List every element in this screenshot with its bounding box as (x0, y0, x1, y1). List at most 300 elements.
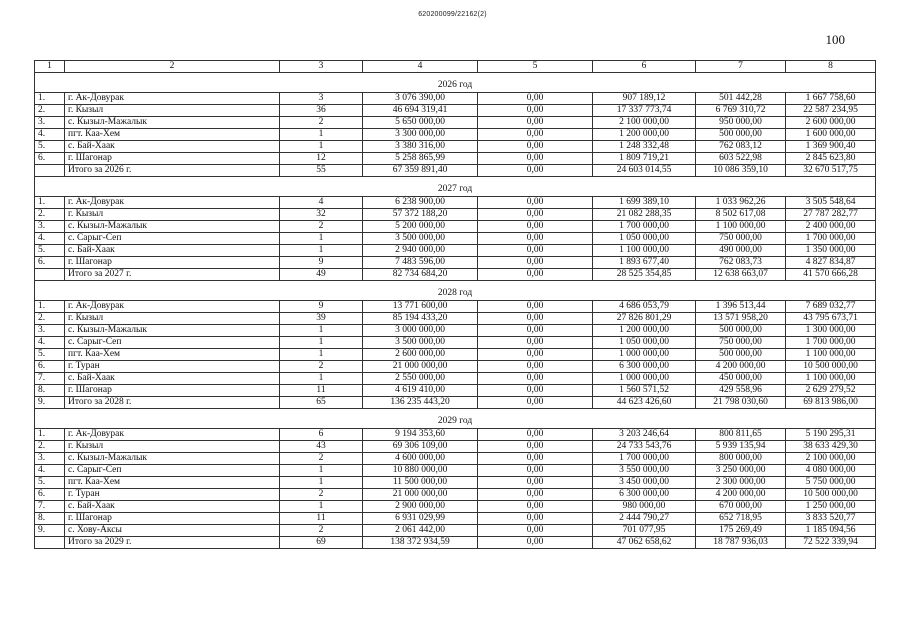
table-cell: г. Туран (65, 489, 280, 501)
table-cell: 72 522 339,94 (786, 537, 876, 549)
table-cell: 10 086 359,10 (696, 165, 786, 177)
table-cell: г. Кызыл (65, 209, 280, 221)
table-cell: 8. (35, 385, 65, 397)
table-cell: 85 194 433,20 (363, 313, 478, 325)
table-cell: 1 200 000,00 (593, 129, 696, 141)
total-row (35, 165, 876, 177)
table-cell: 4 600 000,00 (363, 453, 478, 465)
table-cell: 6 931 029,99 (363, 513, 478, 525)
table-cell: 7. (35, 501, 65, 513)
table-cell: 7 689 032,77 (786, 301, 876, 313)
table-cell: 17 337 773,74 (593, 105, 696, 117)
table-cell: 1 (280, 477, 363, 489)
year-section-header (35, 409, 876, 429)
table-cell: г. Шагонар (65, 153, 280, 165)
table-cell: с. Сарыг-Сеп (65, 233, 280, 245)
table-cell: 5. (35, 141, 65, 153)
table-cell: 9 (280, 301, 363, 313)
table-cell: 750 000,00 (696, 233, 786, 245)
table-cell: 1 (280, 373, 363, 385)
year-label: 2026 год (35, 73, 876, 93)
table-cell: 5 750 000,00 (786, 477, 876, 489)
table-cell: 5. (35, 245, 65, 257)
table-cell: 3 505 548,64 (786, 197, 876, 209)
table-cell: 1 893 677,40 (593, 257, 696, 269)
table-cell: 9. (35, 525, 65, 537)
year-section-header (35, 281, 876, 301)
table-cell: 1 (280, 141, 363, 153)
table-cell: 907 189,12 (593, 93, 696, 105)
table-row (35, 429, 876, 441)
table-cell: 0,00 (478, 325, 593, 337)
table-cell: 11 500 000,00 (363, 477, 478, 489)
table-cell: г. Ак-Довурак (65, 429, 280, 441)
table-cell: 28 525 354,85 (593, 269, 696, 281)
table-cell: 1 699 389,10 (593, 197, 696, 209)
table-cell: 2 940 000,00 (363, 245, 478, 257)
table-cell: 0,00 (478, 525, 593, 537)
table-cell: 1 100 000,00 (786, 349, 876, 361)
table-row (35, 453, 876, 465)
table-cell: 9 (280, 257, 363, 269)
table-cell: г. Ак-Довурак (65, 93, 280, 105)
table-cell: 0,00 (478, 153, 593, 165)
table-row (35, 441, 876, 453)
table-row (35, 373, 876, 385)
table-row (35, 337, 876, 349)
table-cell: 1 248 332,48 (593, 141, 696, 153)
table-cell: 1. (35, 301, 65, 313)
total-row (35, 269, 876, 281)
table-cell: 7 483 596,00 (363, 257, 478, 269)
table-cell: 82 734 684,20 (363, 269, 478, 281)
table-cell: 2 (280, 117, 363, 129)
table-cell: 0,00 (478, 465, 593, 477)
table-cell: 138 372 934,59 (363, 537, 478, 549)
table-cell: 8 502 617,08 (696, 209, 786, 221)
table-cell: 800 811,65 (696, 429, 786, 441)
table-cell: с. Кызыл-Мажалык (65, 325, 280, 337)
table-cell: г. Шагонар (65, 513, 280, 525)
table-row (35, 525, 876, 537)
table-cell: 0,00 (478, 93, 593, 105)
table-cell: 21 082 288,35 (593, 209, 696, 221)
table-cell: 22 587 234,95 (786, 105, 876, 117)
table-row (35, 233, 876, 245)
table-cell: 1 185 094,56 (786, 525, 876, 537)
table-row (35, 465, 876, 477)
table-cell: 490 000,00 (696, 245, 786, 257)
table-cell: 6 300 000,00 (593, 489, 696, 501)
table-cell: 0,00 (478, 245, 593, 257)
table-row (35, 221, 876, 233)
table-cell: 0,00 (478, 385, 593, 397)
table-cell: 4. (35, 129, 65, 141)
table-cell: 43 795 673,71 (786, 313, 876, 325)
table-cell: г. Кызыл (65, 105, 280, 117)
table-cell: 4. (35, 337, 65, 349)
table-cell: 10 500 000,00 (786, 489, 876, 501)
year-label: 2027 год (35, 177, 876, 197)
table-cell: 1. (35, 429, 65, 441)
table-cell: 43 (280, 441, 363, 453)
column-header-row (35, 61, 876, 73)
table-cell: 6 238 900,00 (363, 197, 478, 209)
table-cell: 69 813 986,00 (786, 397, 876, 409)
year-section-header (35, 177, 876, 197)
column-header: 1 (35, 61, 65, 73)
table-cell: 500 000,00 (696, 129, 786, 141)
table-cell: 3 (280, 93, 363, 105)
table-cell: 36 (280, 105, 363, 117)
table-cell: 5. (35, 349, 65, 361)
year-section-header (35, 73, 876, 93)
table-cell: 0,00 (478, 441, 593, 453)
document-id: 620200099/22162(2) (418, 11, 487, 18)
table-cell: 4 619 410,00 (363, 385, 478, 397)
table-cell: 38 633 429,30 (786, 441, 876, 453)
table-cell: 1 (280, 129, 363, 141)
table-cell: 1 033 962,26 (696, 197, 786, 209)
table-cell: 0,00 (478, 489, 593, 501)
table-cell: г. Ак-Довурак (65, 301, 280, 313)
year-label: 2029 год (35, 409, 876, 429)
table-cell: 44 623 426,60 (593, 397, 696, 409)
table-cell: 1 667 758,60 (786, 93, 876, 105)
table-cell: 2 300 000,00 (696, 477, 786, 489)
table-cell: 55 (280, 165, 363, 177)
table-cell: 762 083,12 (696, 141, 786, 153)
table-cell: 21 798 030,60 (696, 397, 786, 409)
column-header: 4 (363, 61, 478, 73)
table-cell: 2 100 000,00 (593, 117, 696, 129)
table-cell: г. Кызыл (65, 441, 280, 453)
table-cell: пгт. Каа-Хем (65, 129, 280, 141)
table-cell: 65 (280, 397, 363, 409)
table-cell: г. Ак-Довурак (65, 197, 280, 209)
table-cell: 0,00 (478, 373, 593, 385)
table-cell: 0,00 (478, 453, 593, 465)
table-cell: 3 380 316,00 (363, 141, 478, 153)
table-cell: 2 444 790,27 (593, 513, 696, 525)
table-cell: 1 (280, 337, 363, 349)
data-table (34, 60, 876, 549)
table-row (35, 513, 876, 525)
table-cell: 1 (280, 245, 363, 257)
table-cell: 0,00 (478, 233, 593, 245)
table-cell: 1 700 000,00 (593, 453, 696, 465)
table-cell: 1 809 719,21 (593, 153, 696, 165)
table-cell: 1. (35, 93, 65, 105)
table-cell: 0,00 (478, 269, 593, 281)
table-cell: с. Сарыг-Сеп (65, 465, 280, 477)
table-cell: 1 (280, 325, 363, 337)
table-cell: 4. (35, 465, 65, 477)
table-cell: 0,00 (478, 165, 593, 177)
table-row (35, 257, 876, 269)
table-cell: пгт. Каа-Хем (65, 477, 280, 489)
table-cell: 69 306 109,00 (363, 441, 478, 453)
table-cell: 2 900 000,00 (363, 501, 478, 513)
table-cell: 24 733 543,76 (593, 441, 696, 453)
table-cell: 500 000,00 (696, 325, 786, 337)
table-cell: 3. (35, 453, 65, 465)
table-cell: 11 (280, 513, 363, 525)
table-cell: 2 (280, 361, 363, 373)
table-cell: г. Шагонар (65, 385, 280, 397)
table-cell: с. Бай-Хаак (65, 373, 280, 385)
table-cell: 9. (35, 397, 65, 409)
table-cell: 0,00 (478, 361, 593, 373)
table-cell: 9 194 353,60 (363, 429, 478, 441)
column-header: 8 (786, 61, 876, 73)
table-row (35, 489, 876, 501)
table-cell: Итого за 2027 г. (65, 269, 280, 281)
table-cell: 13 571 958,20 (696, 313, 786, 325)
table-cell: 3 833 520,77 (786, 513, 876, 525)
table-cell: 2 (280, 453, 363, 465)
table-cell: 0,00 (478, 513, 593, 525)
table-cell: 5 258 865,99 (363, 153, 478, 165)
table-cell: 46 694 319,41 (363, 105, 478, 117)
table-cell: с. Кызыл-Мажалык (65, 117, 280, 129)
table-cell: 3. (35, 325, 65, 337)
table-cell: 0,00 (478, 141, 593, 153)
table-cell: 2. (35, 313, 65, 325)
table-cell: с. Сарыг-Сеп (65, 337, 280, 349)
table-cell: 11 (280, 385, 363, 397)
table-cell: 10 500 000,00 (786, 361, 876, 373)
table-cell: 136 235 443,20 (363, 397, 478, 409)
table-cell: 41 570 666,28 (786, 269, 876, 281)
table-cell: 69 (280, 537, 363, 549)
table-cell: 800 000,00 (696, 453, 786, 465)
table-row (35, 501, 876, 513)
table-cell: 1 000 000,00 (593, 349, 696, 361)
table-cell: 4. (35, 233, 65, 245)
table-cell: 429 558,96 (696, 385, 786, 397)
table-cell: 12 (280, 153, 363, 165)
table-cell: 1 (280, 233, 363, 245)
table-cell: 3 250 000,00 (696, 465, 786, 477)
table-cell: 2 600 000,00 (363, 349, 478, 361)
table-cell: 950 000,00 (696, 117, 786, 129)
table-row (35, 141, 876, 153)
table-cell: 2. (35, 441, 65, 453)
table-cell: 6. (35, 257, 65, 269)
table-cell: 5 650 000,00 (363, 117, 478, 129)
table-cell: 57 372 188,20 (363, 209, 478, 221)
table-cell: 1 100 000,00 (593, 245, 696, 257)
table-cell: 3 203 246,64 (593, 429, 696, 441)
table-cell: 4 200 000,00 (696, 489, 786, 501)
table-cell: 4 080 000,00 (786, 465, 876, 477)
table-cell: 2 (280, 221, 363, 233)
table-cell: 0,00 (478, 129, 593, 141)
table-cell: 6 (280, 429, 363, 441)
table-cell: 980 000,00 (593, 501, 696, 513)
table-row (35, 301, 876, 313)
table-cell: 1 (280, 501, 363, 513)
table-cell: 3. (35, 221, 65, 233)
table-row (35, 153, 876, 165)
column-header: 2 (65, 61, 280, 73)
table-cell: 5 190 295,31 (786, 429, 876, 441)
table-cell: 0,00 (478, 349, 593, 361)
table-cell: 32 (280, 209, 363, 221)
table-cell: с. Бай-Хаак (65, 501, 280, 513)
table-cell: 3 550 000,00 (593, 465, 696, 477)
table-cell: 1 700 000,00 (786, 233, 876, 245)
table-cell: 2 629 279,52 (786, 385, 876, 397)
table-cell: 1 300 000,00 (786, 325, 876, 337)
table-cell: 6. (35, 489, 65, 501)
table-cell: Итого за 2026 г. (65, 165, 280, 177)
table-cell: 5 200 000,00 (363, 221, 478, 233)
table-cell: 1 396 513,44 (696, 301, 786, 313)
table-cell: 0,00 (478, 117, 593, 129)
table-cell: 1 350 000,00 (786, 245, 876, 257)
table-cell: 1 200 000,00 (593, 325, 696, 337)
table-cell: 49 (280, 269, 363, 281)
table-cell: с. Кызыл-Мажалык (65, 453, 280, 465)
table-cell: с. Бай-Хаак (65, 245, 280, 257)
column-header: 5 (478, 61, 593, 73)
table-cell: 6 300 000,00 (593, 361, 696, 373)
table-cell: г. Кызыл (65, 313, 280, 325)
table-cell: 10 880 000,00 (363, 465, 478, 477)
table-row (35, 313, 876, 325)
table-cell: 3 300 000,00 (363, 129, 478, 141)
table-cell: 2 845 623,80 (786, 153, 876, 165)
table-cell: г. Шагонар (65, 257, 280, 269)
table-cell: 5 939 135,94 (696, 441, 786, 453)
table-cell: 0,00 (478, 337, 593, 349)
table-cell: 3 500 000,00 (363, 233, 478, 245)
table-row (35, 209, 876, 221)
table-cell: 0,00 (478, 105, 593, 117)
table-cell: 2 100 000,00 (786, 453, 876, 465)
table-cell: 1 700 000,00 (786, 337, 876, 349)
table-cell: 1 700 000,00 (593, 221, 696, 233)
table-cell: 21 000 000,00 (363, 361, 478, 373)
table-cell: 1 369 900,40 (786, 141, 876, 153)
table-cell: 1 100 000,00 (786, 373, 876, 385)
table-cell: 762 083,73 (696, 257, 786, 269)
table-cell: 0,00 (478, 501, 593, 513)
table-cell: 1 600 000,00 (786, 129, 876, 141)
table-cell: 0,00 (478, 537, 593, 549)
column-header: 7 (696, 61, 786, 73)
table-cell: 750 000,00 (696, 337, 786, 349)
table-cell: 501 442,28 (696, 93, 786, 105)
table-cell: 0,00 (478, 429, 593, 441)
table-row (35, 325, 876, 337)
table-cell: 1 (280, 465, 363, 477)
table-cell: 1 100 000,00 (696, 221, 786, 233)
table-cell: 2. (35, 105, 65, 117)
table-cell: 1 000 000,00 (593, 373, 696, 385)
table-cell: с. Кызыл-Мажалык (65, 221, 280, 233)
table-row (35, 117, 876, 129)
table-cell: 450 000,00 (696, 373, 786, 385)
table-cell: 2 400 000,00 (786, 221, 876, 233)
table-cell: 1 050 000,00 (593, 233, 696, 245)
table-cell: 13 771 600,00 (363, 301, 478, 313)
table-cell: 3 000 000,00 (363, 325, 478, 337)
table-cell: 5. (35, 477, 65, 489)
table-cell: 0,00 (478, 197, 593, 209)
table-cell (35, 269, 65, 281)
table-cell: Итого за 2028 г. (65, 397, 280, 409)
table-row (35, 385, 876, 397)
table-cell: 1 560 571,52 (593, 385, 696, 397)
table-cell: 27 787 282,77 (786, 209, 876, 221)
table-cell: 4 686 053,79 (593, 301, 696, 313)
table-cell: с. Бай-Хаак (65, 141, 280, 153)
table-row (35, 349, 876, 361)
table-cell: 32 670 517,75 (786, 165, 876, 177)
table-cell: г. Туран (65, 361, 280, 373)
table-cell: 6. (35, 153, 65, 165)
table-row (35, 477, 876, 489)
table-cell: 18 787 936,03 (696, 537, 786, 549)
table-cell: 39 (280, 313, 363, 325)
table-cell: 1 050 000,00 (593, 337, 696, 349)
table-cell: 2 550 000,00 (363, 373, 478, 385)
table-cell: 27 826 801,29 (593, 313, 696, 325)
table-cell: 0,00 (478, 221, 593, 233)
table-cell: 175 269,49 (696, 525, 786, 537)
total-row (35, 397, 876, 409)
table-cell: 2. (35, 209, 65, 221)
table-row (35, 105, 876, 117)
table-cell: 0,00 (478, 209, 593, 221)
table-cell: 6. (35, 361, 65, 373)
table-cell: 603 522,98 (696, 153, 786, 165)
table-cell: пгт. Каа-Хем (65, 349, 280, 361)
table-cell: 3 450 000,00 (593, 477, 696, 489)
column-header: 6 (593, 61, 696, 73)
table-cell: 2 (280, 489, 363, 501)
table-cell: 8. (35, 513, 65, 525)
table-cell: 0,00 (478, 313, 593, 325)
table-cell: 701 077,95 (593, 525, 696, 537)
table-cell (35, 165, 65, 177)
column-header: 3 (280, 61, 363, 73)
table-row (35, 93, 876, 105)
table-cell: 4 827 834,87 (786, 257, 876, 269)
table-cell: 7. (35, 373, 65, 385)
table-cell: 47 062 658,62 (593, 537, 696, 549)
table-cell: 4 (280, 197, 363, 209)
table-cell: с. Хову-Аксы (65, 525, 280, 537)
table-cell: 0,00 (478, 397, 593, 409)
table-cell: 1. (35, 197, 65, 209)
table-cell: 1 (280, 349, 363, 361)
table-cell: 0,00 (478, 477, 593, 489)
table-cell: 670 000,00 (696, 501, 786, 513)
total-row (35, 537, 876, 549)
table-row (35, 361, 876, 373)
table-cell: 1 250 000,00 (786, 501, 876, 513)
table-cell: 0,00 (478, 301, 593, 313)
table-cell: 3. (35, 117, 65, 129)
table-cell: 4 200 000,00 (696, 361, 786, 373)
table-cell: 652 718,95 (696, 513, 786, 525)
table-cell: 21 000 000,00 (363, 489, 478, 501)
year-label: 2028 год (35, 281, 876, 301)
